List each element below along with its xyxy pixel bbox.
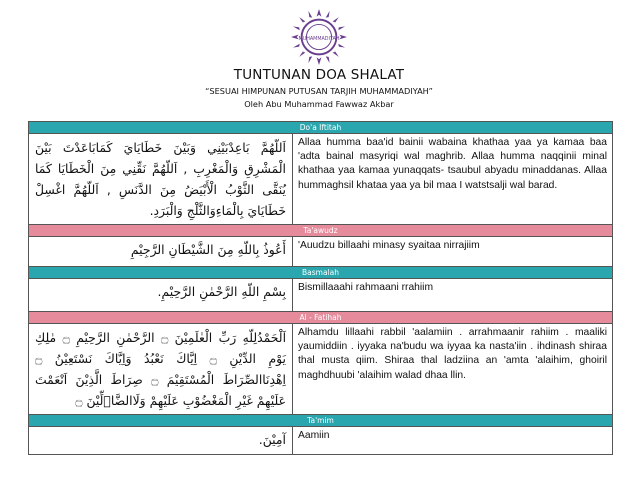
section-heading: Al - Fatihah bbox=[29, 312, 613, 324]
section-row-tamim bbox=[29, 427, 613, 455]
section-heading: Ta'mim bbox=[29, 415, 613, 427]
section-row-fatihah bbox=[29, 324, 613, 415]
logo-text: MUHAMMADIYAH bbox=[298, 36, 340, 42]
section-heading: Basmalah bbox=[29, 267, 613, 279]
arabic-text: اَللّهُمَّ بَاعِدْبَيْنِي وَبَيْنَ خَطَايَايَ كَمَابَاعَدْتَ بَيْنَ الْمَشْرِقِ وَالْمَغْرِبِ , اَللّهُمَّ نَقِّنِي مِنَ الْخَطَايَا كَمَا يُنَقَّى الثَّوْبُ الْأَبْيَضُ مِنَ الدَّنَسِ , اَللّهُمَّ اغْسِلْ خَطَايَايَ بِالْمَاءِوَالثَّلْجِ وَالْبَرَدِ. bbox=[29, 134, 293, 225]
arabic-text: اَلْحَمْدُلِلّهِ رَبِّ الْعٰلَمِيْنَ ۝ الرَّحْمٰنِ الرَّحِيْمِ ۝ مٰلِكِ يَوْمِ الدِّيْنِ ۝ اِيَّاكَ نَعْبُدُ وَاِيَّاكَ نَسْتَعِيْنُ ۝ اِهْدِنَاالصِّرَاطَ الْمُسْتَقِيْمَ ۝ صِرَاطَ الَّذِيْنَ اَنْعَمْتَ عَلَيْهِمْ غَيْرِ الْمَغْضُوْبِ عَلَيْهِمْ وَلَاالضَّاۤلِّيْنَ ۝ bbox=[29, 324, 293, 415]
latin-text: Allaa humma baa'id bainii wabaina khathaa yaa ya kamaa baa 'adta bainal masyriqi wal maghrib. Allaa humma naqqinii minal khathaa yaa kamaa yunaqqats- tsaubul abyadu minaddanas. Allaa hummaghsil khataa yaa ya bil maa I watstsalji wal barad. bbox=[293, 134, 613, 225]
section-header-fatihah bbox=[29, 312, 613, 324]
page-subtitle: “SESUAI HIMPUNAN PUTUSAN TARJIH MUHAMMADIYAH” bbox=[205, 86, 433, 96]
section-heading: Ta'awudz bbox=[29, 225, 613, 237]
author-line: Oleh Abu Muhammad Fawwaz Akbar bbox=[244, 99, 394, 109]
muhammadiyah-logo bbox=[290, 8, 348, 66]
section-row-taawudz bbox=[29, 237, 613, 267]
section-header-basmalah bbox=[29, 267, 613, 279]
latin-text: Bismillaaahi rahmaani rrahiim bbox=[293, 279, 613, 312]
section-heading: Do'a Iftitah bbox=[29, 122, 613, 134]
latin-text: 'Auudzu billaahi minasy syaitaa nirrajiim bbox=[293, 237, 613, 267]
section-row-iftitah bbox=[29, 134, 613, 225]
latin-text: Alhamdu lillaahi rabbil 'aalamiin . arrahmaanir rahiim . maaliki yaumiddiin . iyyaka na'budu wa iyyaa ka nasta'iin . ihdinash shiraa thal musta qiim. Shiraa thal ladziina an 'amta 'alaihim, ghoiril maghdhuubi 'alaihim walad dhaa llin. bbox=[293, 324, 613, 415]
page-title: TUNTUNAN DOA SHALAT bbox=[233, 67, 405, 83]
section-header-taawudz bbox=[29, 225, 613, 237]
section-header-iftitah bbox=[29, 122, 613, 134]
section-row-basmalah bbox=[29, 279, 613, 312]
latin-text: Aamiin bbox=[293, 427, 613, 455]
section-header-tamim bbox=[29, 415, 613, 427]
prayer-table bbox=[28, 121, 613, 455]
arabic-text: آمِيْنَ. bbox=[29, 427, 293, 455]
arabic-text: بِسْمِ اللّهِ الرَّحْمٰنِ الرَّحِيْمِ. bbox=[29, 279, 293, 312]
arabic-text: أَعُوذُ بِاللّهِ مِنَ الشَّيْطَانِ الرَّجِيْمِ bbox=[29, 237, 293, 267]
